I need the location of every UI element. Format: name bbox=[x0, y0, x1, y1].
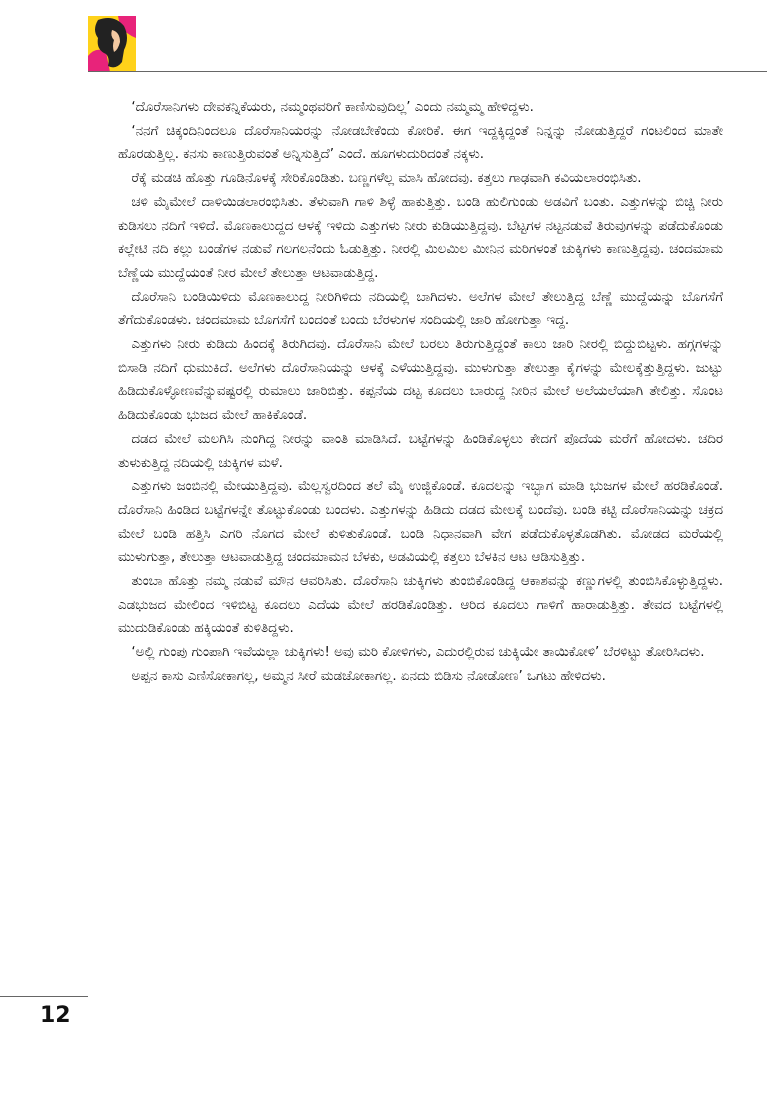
paragraph: ‘ನನಗೆ ಚಿಕ್ಕಂದಿನಿಂದಲೂ ದೊರೆಸಾನಿಯರನ್ನು ನೋಡಬೇಕೆಂದು ಕೋರಿಕೆ. ಈಗ ಇದ್ದಕ್ಕಿದ್ದಂತೆ ನಿನ್ನನ್ನು ನೋಡುತ್ತಿದ್ದರೆ ಗಂಟಲಿಂದ ಮಾತೇ ಹೊರಡುತ್ತಿಲ್ಲ. ಕನಸು ಕಾಣುತ್ತಿರುವಂತೆ ಅನ್ನಿಸುತ್ತಿದೆ’ ಎಂದೆ. ಹೂಗಳುದುರಿದಂತೆ ನಕ್ಕಳು. bbox=[118, 123, 723, 163]
paragraph: ಚಳಿ ಮೈಮೇಲೆ ದಾಳಿಯಿಡಲಾರಂಭಿಸಿತು. ತೆಳುವಾಗಿ ಗಾಳಿ ಶಿಳ್ಳೆ ಹಾಕುತ್ತಿತ್ತು. ಬಂಡಿ ಹುಲಿಗುಂಡು ಅಡವಿಗೆ ಬಂತು. ಎತ್ತುಗಳನ್ನು ಬಿಚ್ಚಿ ನೀರು ಕುಡಿಸಲು ನದಿಗೆ ಇಳಿದೆ. ಮೊಣಕಾಲುದ್ದದ ಆಳಕ್ಕೆ ಇಳಿದು ಎತ್ತುಗಳು ನೀರು ಕುಡಿಯುತ್ತಿದ್ದವು. ಬೆಟ್ಟಗಳ ನಟ್ಟನಡುವೆ ತಿರುವುಗಳನ್ನು ಪಡೆದುಕೊಂಡು ಕಲ್ಲೇಟಿ ನದಿ ಕಲ್ಲು ಬಂಡೆಗಳ ನಡುವೆ ಗಲಗಲನೆಂದು ಓಡುತ್ತಿತ್ತು. ನೀರಲ್ಲಿ ಮಿಲಮಿಲ ಮೀನಿನ ಮರಿಗಳಂತೆ ಚುಕ್ಕಿಗಳು ಕಾಣುತ್ತಿದ್ದವು. ಚಂದಮಾಮ ಬೆಣ್ಣೆಯ ಮುದ್ದೆಯಂತೆ ನೀರ ಮೇಲೆ ತೇಲುತ್ತಾ ಆಟವಾಡುತ್ತಿದ್ದ. bbox=[118, 194, 723, 281]
paragraph: ಅಪ್ಪನ ಕಾಸು ಎಣಿಸೋಕಾಗಲ್ಲ, ಅಮ್ಮನ ಸೀರೆ ಮಡಚೋಕಾಗಲ್ಲ. ಏನದು ಬಿಡಿಸು ನೋಡೋಣ’ ಒಗಟು ಹೇಳಿದಳು. bbox=[131, 668, 606, 684]
paragraph: ದೊರೆಸಾನಿ ಬಂಡಿಯಿಳಿದು ಮೊಣಕಾಲುದ್ದ ನೀರಿಗಿಳಿದು ನದಿಯಲ್ಲಿ ಬಾಗಿದಳು. ಅಲೆಗಳ ಮೇಲೆ ತೇಲುತ್ತಿದ್ದ ಬೆಣ್ಣೆ ಮುದ್ದೆಯನ್ನು ಬೊಗಸೆಗೆ ತೆಗೆದುಕೊಂಡಳು. ಚಂದಮಾಮ ಬೊಗಸೆಗೆ ಬಂದಂತೆ ಬಂದು ಬೆರಳುಗಳ ಸಂದಿಯಲ್ಲಿ ಜಾರಿ ಹೋಗುತ್ತಾ ಇದ್ದ. bbox=[118, 289, 723, 329]
footer-rule bbox=[0, 996, 88, 997]
header-rule bbox=[88, 71, 767, 72]
paragraph: ರೆಕ್ಕೆ ಮಡಚಿ ಹೊತ್ತು ಗೂಡಿನೊಳಕ್ಕೆ ಸೇರಿಕೊಂಡಿತು. ಬಣ್ಣಗಳೆಲ್ಲ ಮಾಸಿ ಹೋದವು. ಕತ್ತಲು ಗಾಢವಾಗಿ ಕವಿಯಲಾರಂಭಿಸಿತು. bbox=[131, 171, 642, 187]
logo-graphic bbox=[88, 16, 136, 72]
page-body bbox=[118, 96, 723, 689]
woman-profile-icon bbox=[88, 16, 136, 72]
paragraph: ತುಂಬಾ ಹೊತ್ತು ನಮ್ಮ ನಡುವೆ ಮೌನ ಆವರಿಸಿತು. ದೊರೆಸಾನಿ ಚುಕ್ಕಿಗಳು ತುಂಬಿಕೊಂಡಿದ್ದ ಆಕಾಶವನ್ನು ಕಣ್ಣುಗಳಲ್ಲಿ ತುಂಬಿಸಿಕೊಳ್ಳುತ್ತಿದ್ದಳು. ಎಡಭುಜದ ಮೇಲಿಂದ ಇಳಿಬಿಟ್ಟ ಕೂದಲು ಎದೆಯ ಮೇಲೆ ಹರಡಿಕೊಂಡಿತ್ತು. ಆರಿದ ಕೂದಲು ಗಾಳಿಗೆ ಹಾರಾಡುತ್ತಿತ್ತು. ತೇವದ ಬಟ್ಟೆಗಳಲ್ಲಿ ಮುದುಡಿಕೊಂಡು ಹಕ್ಕಿಯಂತೆ ಕುಳಿತಿದ್ದಳು. bbox=[118, 574, 723, 637]
paragraph: ‘ಅಲ್ಲಿ ಗುಂಪು ಗುಂಪಾಗಿ ಇವೆಯಲ್ಲಾ ಚುಕ್ಕಿಗಳು! ಅವು ಮರಿ ಕೋಳಿಗಳು, ಎದುರಲ್ಲಿರುವ ಚುಕ್ಕಿಯೇ ತಾಯಿಕೋಳಿ’ ಬೆರಳಿಟ್ಟು ತೋರಿಸಿದಳು. bbox=[131, 645, 705, 661]
paragraph: ‘ದೊರೆಸಾನಿಗಳು ದೇವಕನ್ನಿಕೆಯರು, ನಮ್ಮಂಥವರಿಗೆ ಕಾಣಿಸುವುದಿಲ್ಲ’ ಎಂದು ನಮ್ಮಮ್ಮ ಹೇಳಿದ್ದಳು. bbox=[131, 100, 534, 115]
paragraph: ಎತ್ತುಗಳು ನೀರು ಕುಡಿದು ಹಿಂದಕ್ಕೆ ತಿರುಗಿದವು. ದೊರೆಸಾನಿ ಮೇಲೆ ಬರಲು ತಿರುಗುತ್ತಿದ್ದಂತೆ ಕಾಲು ಜಾರಿ ನೀರಲ್ಲಿ ಬಿದ್ದುಬಿಟ್ಟಳು. ಹಗ್ಗಗಳನ್ನು ಬಿಸಾಡಿ ನದಿಗೆ ಧುಮುಕಿದೆ. ಅಲೆಗಳು ದೊರೆಸಾನಿಯನ್ನು ಆಳಕ್ಕೆ ಎಳೆಯುತ್ತಿದ್ದವು. ಮುಳುಗುತ್ತಾ ತೇಲುತ್ತಾ ಕೈಗಳನ್ನು ಮೇಲಕ್ಕೆತ್ತುತ್ತಿದ್ದಳು. ಜುಟ್ಟು ಹಿಡಿದುಕೊಳ್ಳೋಣವೆನ್ನುವಷ್ಟರಲ್ಲಿ ರುಮಾಲು ಜಾರಿಬಿತ್ತು. ಕಪ್ಪನೆಯ ದಟ್ಟ ಕೂದಲು ಬಾರುದ್ದ ನೀರಿನ ಮೇಲೆ ಅಲೆಯಲೆಯಾಗಿ ತೇಲಿತ್ತು. ಸೊಂಟ ಹಿಡಿದುಕೊಂಡು ಭುಜದ ಮೇಲೆ ಹಾಕಿಕೊಂಡೆ. bbox=[118, 337, 723, 424]
paragraph: ದಡದ ಮೇಲೆ ಮಲಗಿಸಿ ನುಂಗಿದ್ದ ನೀರನ್ನು ವಾಂತಿ ಮಾಡಿಸಿದೆ. ಬಟ್ಟೆಗಳನ್ನು ಹಿಂಡಿಕೊಳ್ಳಲು ಕೇದಗೆ ಪೊದೆಯ ಮರೆಗೆ ಹೋದಳು. ಚದಿರ ತುಳುಕುತ್ತಿದ್ದ ನದಿಯಲ್ಲಿ ಚುಕ್ಕಿಗಳ ಮಳೆ. bbox=[118, 431, 723, 471]
paragraph: ಎತ್ತುಗಳು ಜಂಬಿನಲ್ಲಿ ಮೇಯುತ್ತಿದ್ದವು. ಮೆಲ್ಲಸ್ವರದಿಂದ ತಲೆ ಮೈ ಉಜ್ಜಿಕೊಂಡೆ. ಕೂದಲನ್ನು ಇಬ್ಭಾಗ ಮಾಡಿ ಭುಜಗಳ ಮೇಲೆ ಹರಡಿಕೊಂಡೆ. ದೊರೆಸಾನಿ ಹಿಂಡಿದ ಬಟ್ಟೆಗಳನ್ನೇ ತೊಟ್ಟುಕೊಂಡು ಬಂದಳು. ಎತ್ತುಗಳನ್ನು ಹಿಡಿದು ದಡದ ಮೇಲಕ್ಕೆ ಬಂದೆವು. ಬಂಡಿ ಕಟ್ಟಿ ದೊರೆಸಾನಿಯನ್ನು ಚಕ್ರದ ಮೇಲೆ ಬಂಡಿ ಹತ್ತಿಸಿ ಎಗರಿ ನೊಗದ ಮೇಲೆ ಕುಳಿತುಕೊಂಡೆ. ಬಂಡಿ ನಿಧಾನವಾಗಿ ವೇಗ ಪಡೆದುಕೊಳ್ಳತೊಡಗಿತು. ಮೋಡದ ಮರೆಯಲ್ಲಿ ಮುಳುಗುತ್ತಾ, ತೇಲುತ್ತಾ ಆಟವಾಡುತ್ತಿದ್ದ ಚಂದಮಾಮನ ಬೆಳಕು, ಅಡವಿಯಲ್ಲಿ ಕತ್ತಲು ಬೆಳಕಿನ ಆಟ ಆಡಿಸುತ್ತಿತ್ತು. bbox=[118, 479, 723, 566]
page-number: 12 bbox=[40, 1003, 71, 1028]
